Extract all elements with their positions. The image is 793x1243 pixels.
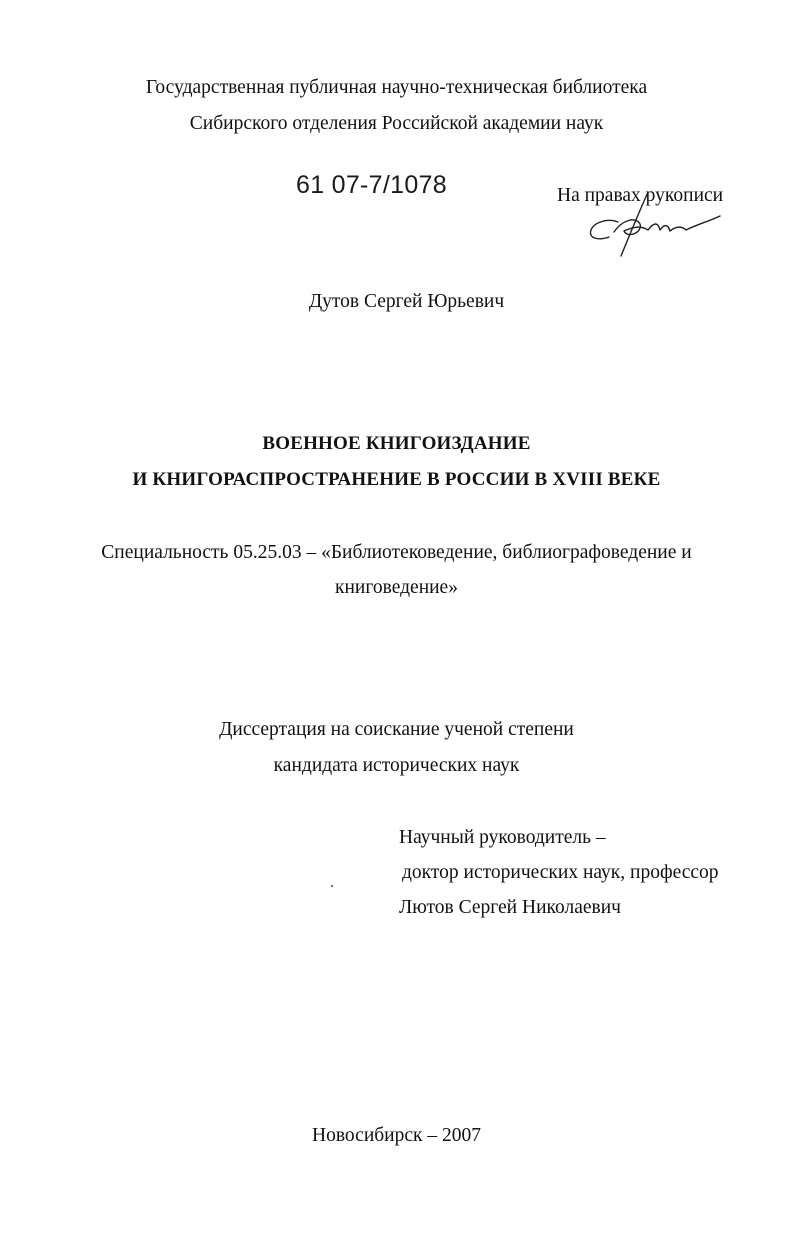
degree-line-1: Диссертация на соискание ученой степени [219,719,574,740]
thesis-title-line-2: И КНИГОРАСПРОСТРАНЕНИЕ В РОССИИ В XVIII ВЕКЕ [132,469,661,490]
specialty-line-2: книговедение» [335,577,458,598]
institution-line-2: Сибирского отделения Российской академии наук [189,113,604,134]
author-name: Дутов Сергей Юрьевич [308,291,505,312]
degree-line-2: кандидата исторических наук [273,755,520,776]
institution-line-1: Государственная публичная научно-техническая библиотека [145,77,648,98]
manuscript-rights-label: На правах рукописи [557,185,724,206]
specialty-line-1: Специальность 05.25.03 – «Библиотековедение, библиографоведение и [101,542,692,563]
handwritten-signature [578,186,728,266]
supervisor-label: Научный руководитель – [399,827,606,848]
supervisor-name: Лютов Сергей Николаевич [399,897,621,918]
supervisor-credentials: доктор исторических наук, профессор [402,862,719,883]
scan-speck [331,885,333,887]
registration-stamp: 61 07-7/1078 [296,171,447,199]
city-year: Новосибирск – 2007 [312,1125,481,1146]
thesis-title-line-1: ВОЕННОЕ КНИГОИЗДАНИЕ [262,433,531,454]
